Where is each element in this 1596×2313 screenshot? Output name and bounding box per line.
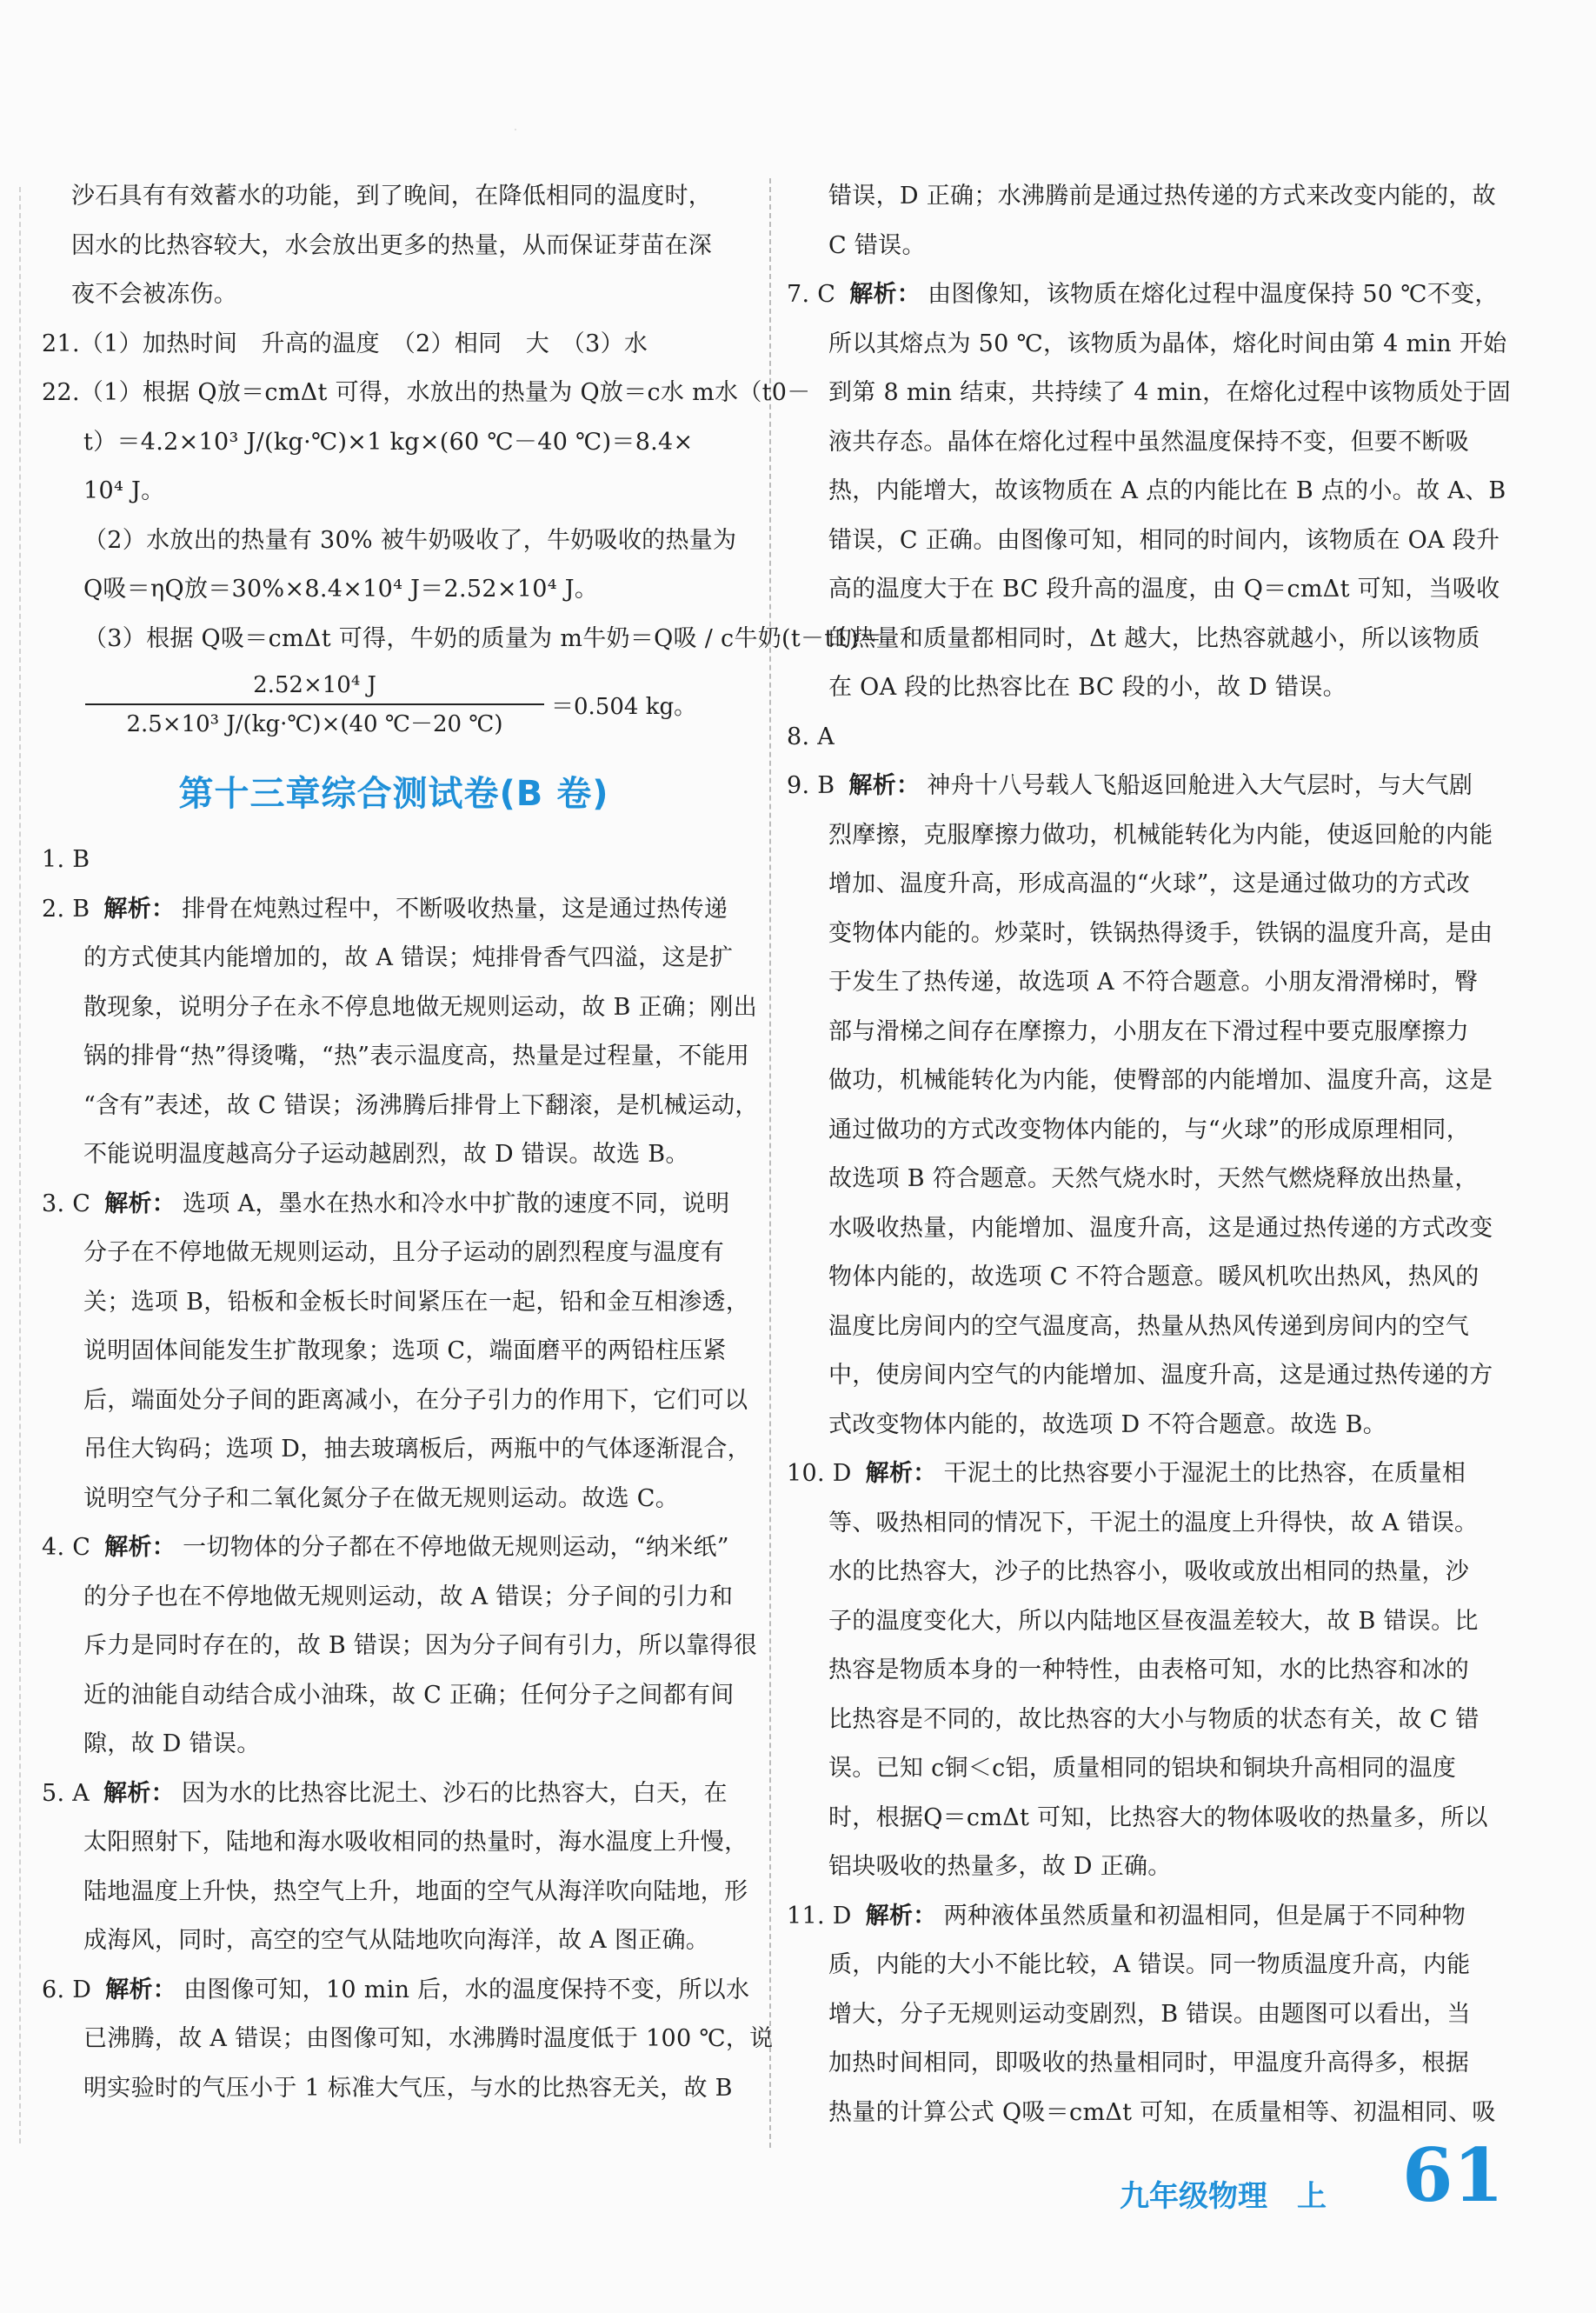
answer-6-line: C 错误。 [828,231,926,259]
answer-9-line: 部与滑梯之间存在摩擦力，小朋友在下滑过程中要克服摩擦力 [828,1017,1470,1045]
answer-4-line: 隙，故 D 错误。 [83,1730,261,1757]
answer-4-line [42,1523,746,1573]
answer-11-line: 质，内能的大小不能比较，A 错误。同一物质温度升高，内能 [828,1951,1471,1978]
answer-1: 1. B [42,846,90,873]
answer-7-line: 液共存态。晶体在熔化过程中虽然温度保持不变，但要不断吸 [828,428,1470,456]
answer-5-line: 太阳照射下，陆地和海水吸收相同的热量时，海水温度上升慢， [83,1829,748,1856]
answer-22-line: t）＝4.2×10³ J/(kg·℃)×1 kg×(60 ℃－40 ℃)＝8.4× [83,428,694,456]
analysis-label: 解析： [105,1976,177,2003]
answer-11-line: 加热时间相同，即吸收的热量相同时，甲温度升高得多，根据 [828,2050,1470,2076]
scan-mark [515,129,516,130]
answer-text: 干泥土的比热容要小于湿泥土的比热容，在质量相 [943,1460,1466,1487]
answer-9-line: 增加、温度升高，形成高温的“火球”，这是通过做功的方式改 [828,870,1471,897]
answer-6-line: 明实验时的气压小于 1 标准大气压，与水的比热容无关，故 B [83,2074,733,2102]
answer-3-line [42,1180,746,1230]
answer-10-line: 等、吸热相同的情况下，干泥土的温度上升得快，故 A 错误。 [828,1509,1479,1536]
fraction-result: ＝0.504 kg。 [551,694,697,720]
book-label: 九年级物理 上 [1120,2179,1327,2214]
answer-7-line: 错误，C 正确。由图像可知，相同的时间内，该物质在 OA 段升 [828,526,1500,554]
answer-6-line: 错误，D 正确；水沸腾前是通过热传递的方式来改变内能的，故 [828,183,1496,210]
answer-4-line: 的分子也在不停地做无规则运动，故 A 错误；分子间的引力和 [83,1583,734,1610]
answer-number: 7. C [787,281,836,308]
answer-9-line: 中，使房间内空气的内能增加、温度升高，这是通过热传递的方 [828,1362,1493,1389]
answer-2-line: 的方式使其内能增加的，故 A 错误；炖排骨香气四溢，这是扩 [83,944,734,971]
answer-9-line: 故选项 B 符合题意。天然气烧水时，天然气燃烧释放出热量， [828,1165,1479,1192]
answer-11-line [787,1892,1500,1942]
text-line: 沙石具有有效蓄水的功能，到了晚间，在降低相同的温度时， [71,183,713,210]
answer-4-line: 斥力是同时存在的，故 B 错误；因为分子间有引力，所以靠得很 [83,1632,758,1659]
answer-6-line: 已沸腾，故 A 错误；由图像可知，水沸腾时温度低于 100 ℃，说 [83,2025,774,2052]
answer-3-line: 吊住大钩码；选项 D，抽去玻璃板后，两瓶中的气体逐渐混合， [83,1436,751,1463]
answer-text: 两种液体虽然质量和初温相同，但是属于不同种物 [943,1902,1466,1930]
answer-11-line: 热量的计算公式 Q吸＝cmΔt 可知，在质量相等、初温相同、吸 [828,2098,1496,2126]
analysis-label: 解析： [104,1534,176,1561]
answer-11-line: 增大，分子无规则运动变剧烈，B 错误。由题图可以看出，当 [828,2000,1471,2028]
answer-text: 由图像可知，10 min 后，水的温度保持不变，所以水 [183,1976,750,2003]
answer-9-line: 于发生了热传递，故选项 A 不符合题意。小朋友滑滑梯时，臀 [828,969,1479,996]
answer-3-line: 后，端面处分子间的距离减小，在分子引力的作用下，它们可以 [83,1386,748,1414]
page-number: 61 [1402,2132,1504,2218]
answer-7-line: 到第 8 min 结束，共持续了 4 min，在熔化过程中该物质处于固 [828,379,1512,406]
answer-text: 因为水的比热容比泥土、沙石的比热容大，白天，在 [181,1779,728,1807]
answer-text: 神舟十八号载人飞船返回舱进入大气层时，与大气剧 [927,772,1473,799]
fraction-numerator: 2.52×10⁴ J [253,672,376,698]
analysis-label: 解析： [865,1460,937,1487]
answer-3-line: 关；选项 B，铅板和金板长时间紧压在一起，铅和金互相渗透， [83,1288,750,1316]
answer-3-line: 说明固体间能发生扩散现象；选项 C，端面磨平的两铅柱压紧 [83,1337,727,1364]
answer-7-line: 所以其熔点为 50 ℃，该物质为晶体，熔化时间由第 4 min 开始 [828,330,1507,357]
answer-10-line: 热容是物质本身的一种特性，由表格可知，水的比热容和冰的 [828,1656,1470,1683]
answer-9-line [787,762,1500,811]
answer-5-line: 成海风，同时，高空的空气从陆地吹向海洋，故 A 图正确。 [83,1927,710,1954]
analysis-label: 解析： [104,1190,176,1217]
answer-10-line: 时，根据Q＝cmΔt 可知，比热容大的物体吸收的热量多，所以 [828,1803,1488,1831]
answer-22-line: Q吸＝ηQ放＝30%×8.4×10⁴ J＝2.52×10⁴ J。 [83,576,599,603]
analysis-label: 解析： [865,1902,937,1930]
answer-9-line: 烈摩擦，克服摩擦力做功，机械能转化为内能，使返回舱的内能 [828,821,1493,849]
text-line: 因水的比热容较大，水会放出更多的热量，从而保证芽苗在深 [71,231,713,259]
right-column [787,172,1512,2137]
answer-21: 21.（1）加热时间 升高的温度 （2）相同 大 （3）水 [42,330,648,357]
binding-edge-line [19,187,21,2143]
answer-number: 4. C [42,1534,91,1561]
answer-5-line [42,1770,746,1819]
answer-2-line: 散现象，说明分子在永不停息地做无规则运动，故 B 正确；刚出 [83,993,758,1021]
answer-22-line: 22.（1）根据 Q放＝cmΔt 可得，水放出的热量为 Q放＝c水 m水（t0－ [42,379,811,406]
answer-9-line: 做功，机械能转化为内能，使臀部的内能增加、温度升高，这是 [828,1067,1493,1094]
column-divider [769,178,771,2148]
analysis-label: 解析： [849,281,921,308]
answer-10-line: 水的比热容大，沙子的比热容小，吸收或放出相同的热量，沙 [828,1558,1470,1585]
answer-10-line [787,1450,1500,1499]
mass-fraction [42,667,746,750]
text-line: 夜不会被冻伤。 [71,281,238,308]
answer-22-line: （2）水放出的热量有 30% 被牛奶吸收了，牛奶吸收的热量为 [83,526,737,554]
answer-7-line [787,270,1500,320]
answer-3-line: 说明空气分子和二氧化氮分子在做无规则运动。故选 C。 [83,1484,680,1512]
answer-text: 一切物体的分子都在不停地做无规则运动，“纳米纸” [183,1534,729,1561]
chapter-title: 第十三章综合测试卷(B 卷) [178,774,609,814]
answer-7-line: 在 OA 段的比热容比在 BC 段的小，故 D 错误。 [828,674,1347,701]
answer-7-line: 高的温度大于在 BC 段升高的温度，由 Q＝cmΔt 可知，当吸收 [828,576,1500,603]
fraction [85,667,544,743]
answer-2-line: 不能说明温度越高分子运动越剧烈，故 D 错误。故选 B。 [83,1141,689,1168]
answer-text: 由图像知，该物质在熔化过程中温度保持 50 ℃不变， [928,281,1499,308]
answer-number: 9. B [787,772,835,799]
answer-2-line: “含有”表述，故 C 错误；汤沸腾后排骨上下翻滚，是机械运动， [83,1091,759,1119]
analysis-label: 解析： [103,1779,175,1807]
answer-7-line: 热，内能增大，故该物质在 A 点的内能比在 B 点的小。故 A、B [828,477,1506,504]
answer-number: 6. D [42,1976,92,2003]
answer-9-line: 物体内能的，故选项 C 不符合题意。暖风机吹出热风，热风的 [828,1263,1480,1290]
answer-6-line [42,1966,750,2016]
answer-10-line: 铝块吸收的热量多，故 D 正确。 [828,1853,1172,1880]
analysis-label: 解析： [848,772,921,799]
answer-9-line: 温度比房间内的空气温度高，热量从热风传递到房间内的空气 [828,1312,1470,1340]
answer-9-line: 式改变物体内能的，故选项 D 不符合题意。故选 B。 [828,1410,1387,1438]
answer-9-line: 通过做功的方式改变物体内能的，与“火球”的形成原理相同， [828,1116,1471,1143]
answer-number: 3. C [42,1190,91,1217]
answer-22-line: 10⁴ J。 [83,477,165,504]
analysis-label: 解析： [103,895,176,923]
answer-10-line: 误。已知 c铜＜c铝，质量相同的铝块和铜块升高相同的温度 [828,1755,1457,1782]
answer-number: 11. D [787,1902,852,1930]
answer-7-line: 的热量和质量都相同时，Δt 越大，比热容就越小，所以该物质 [828,624,1480,652]
answer-number: 10. D [787,1460,852,1487]
answer-2-line [42,885,746,935]
answer-10-line: 比热容是不同的，故比热容的大小与物质的状态有关，故 C 错 [828,1705,1480,1733]
answer-text: 排骨在炖熟过程中，不断吸收热量，这是通过热传递 [182,895,728,923]
answer-9-line: 变物体内能的。炒菜时，铁锅热得烫手，铁锅的温度升高，是由 [828,919,1493,947]
fraction-denominator: 2.5×10³ J/(kg·℃)×(40 ℃－20 ℃) [126,711,503,737]
answer-3-line: 分子在不停地做无规则运动，且分子运动的剧烈程度与温度有 [83,1239,725,1266]
answer-5-line: 陆地温度上升快，热空气上升，地面的空气从海洋吹向陆地，形 [83,1877,748,1905]
answer-text: 选项 A，墨水在热水和冷水中扩散的速度不同，说明 [183,1190,730,1217]
answer-2-line: 锅的排骨“热”得烫嘴，“热”表示温度高，热量是过程量，不能用 [83,1043,750,1070]
answer-22-line: （3）根据 Q吸＝cmΔt 可得，牛奶的质量为 m牛奶＝Q吸 / c牛奶(t－t1)＝ [83,624,883,652]
answer-8: 8. A [787,723,835,750]
answer-4-line: 近的油能自动结合成小油珠，故 C 正确；任何分子之间都有间 [83,1681,735,1709]
answer-number: 5. A [42,1779,90,1807]
answer-9-line: 水吸收热量，内能增加、温度升高，这是通过热传递的方式改变 [828,1214,1493,1242]
answer-number: 2. B [42,895,90,923]
answer-10-line: 子的温度变化大，所以内陆地区昼夜温差较大，故 B 错误。比 [828,1607,1479,1635]
